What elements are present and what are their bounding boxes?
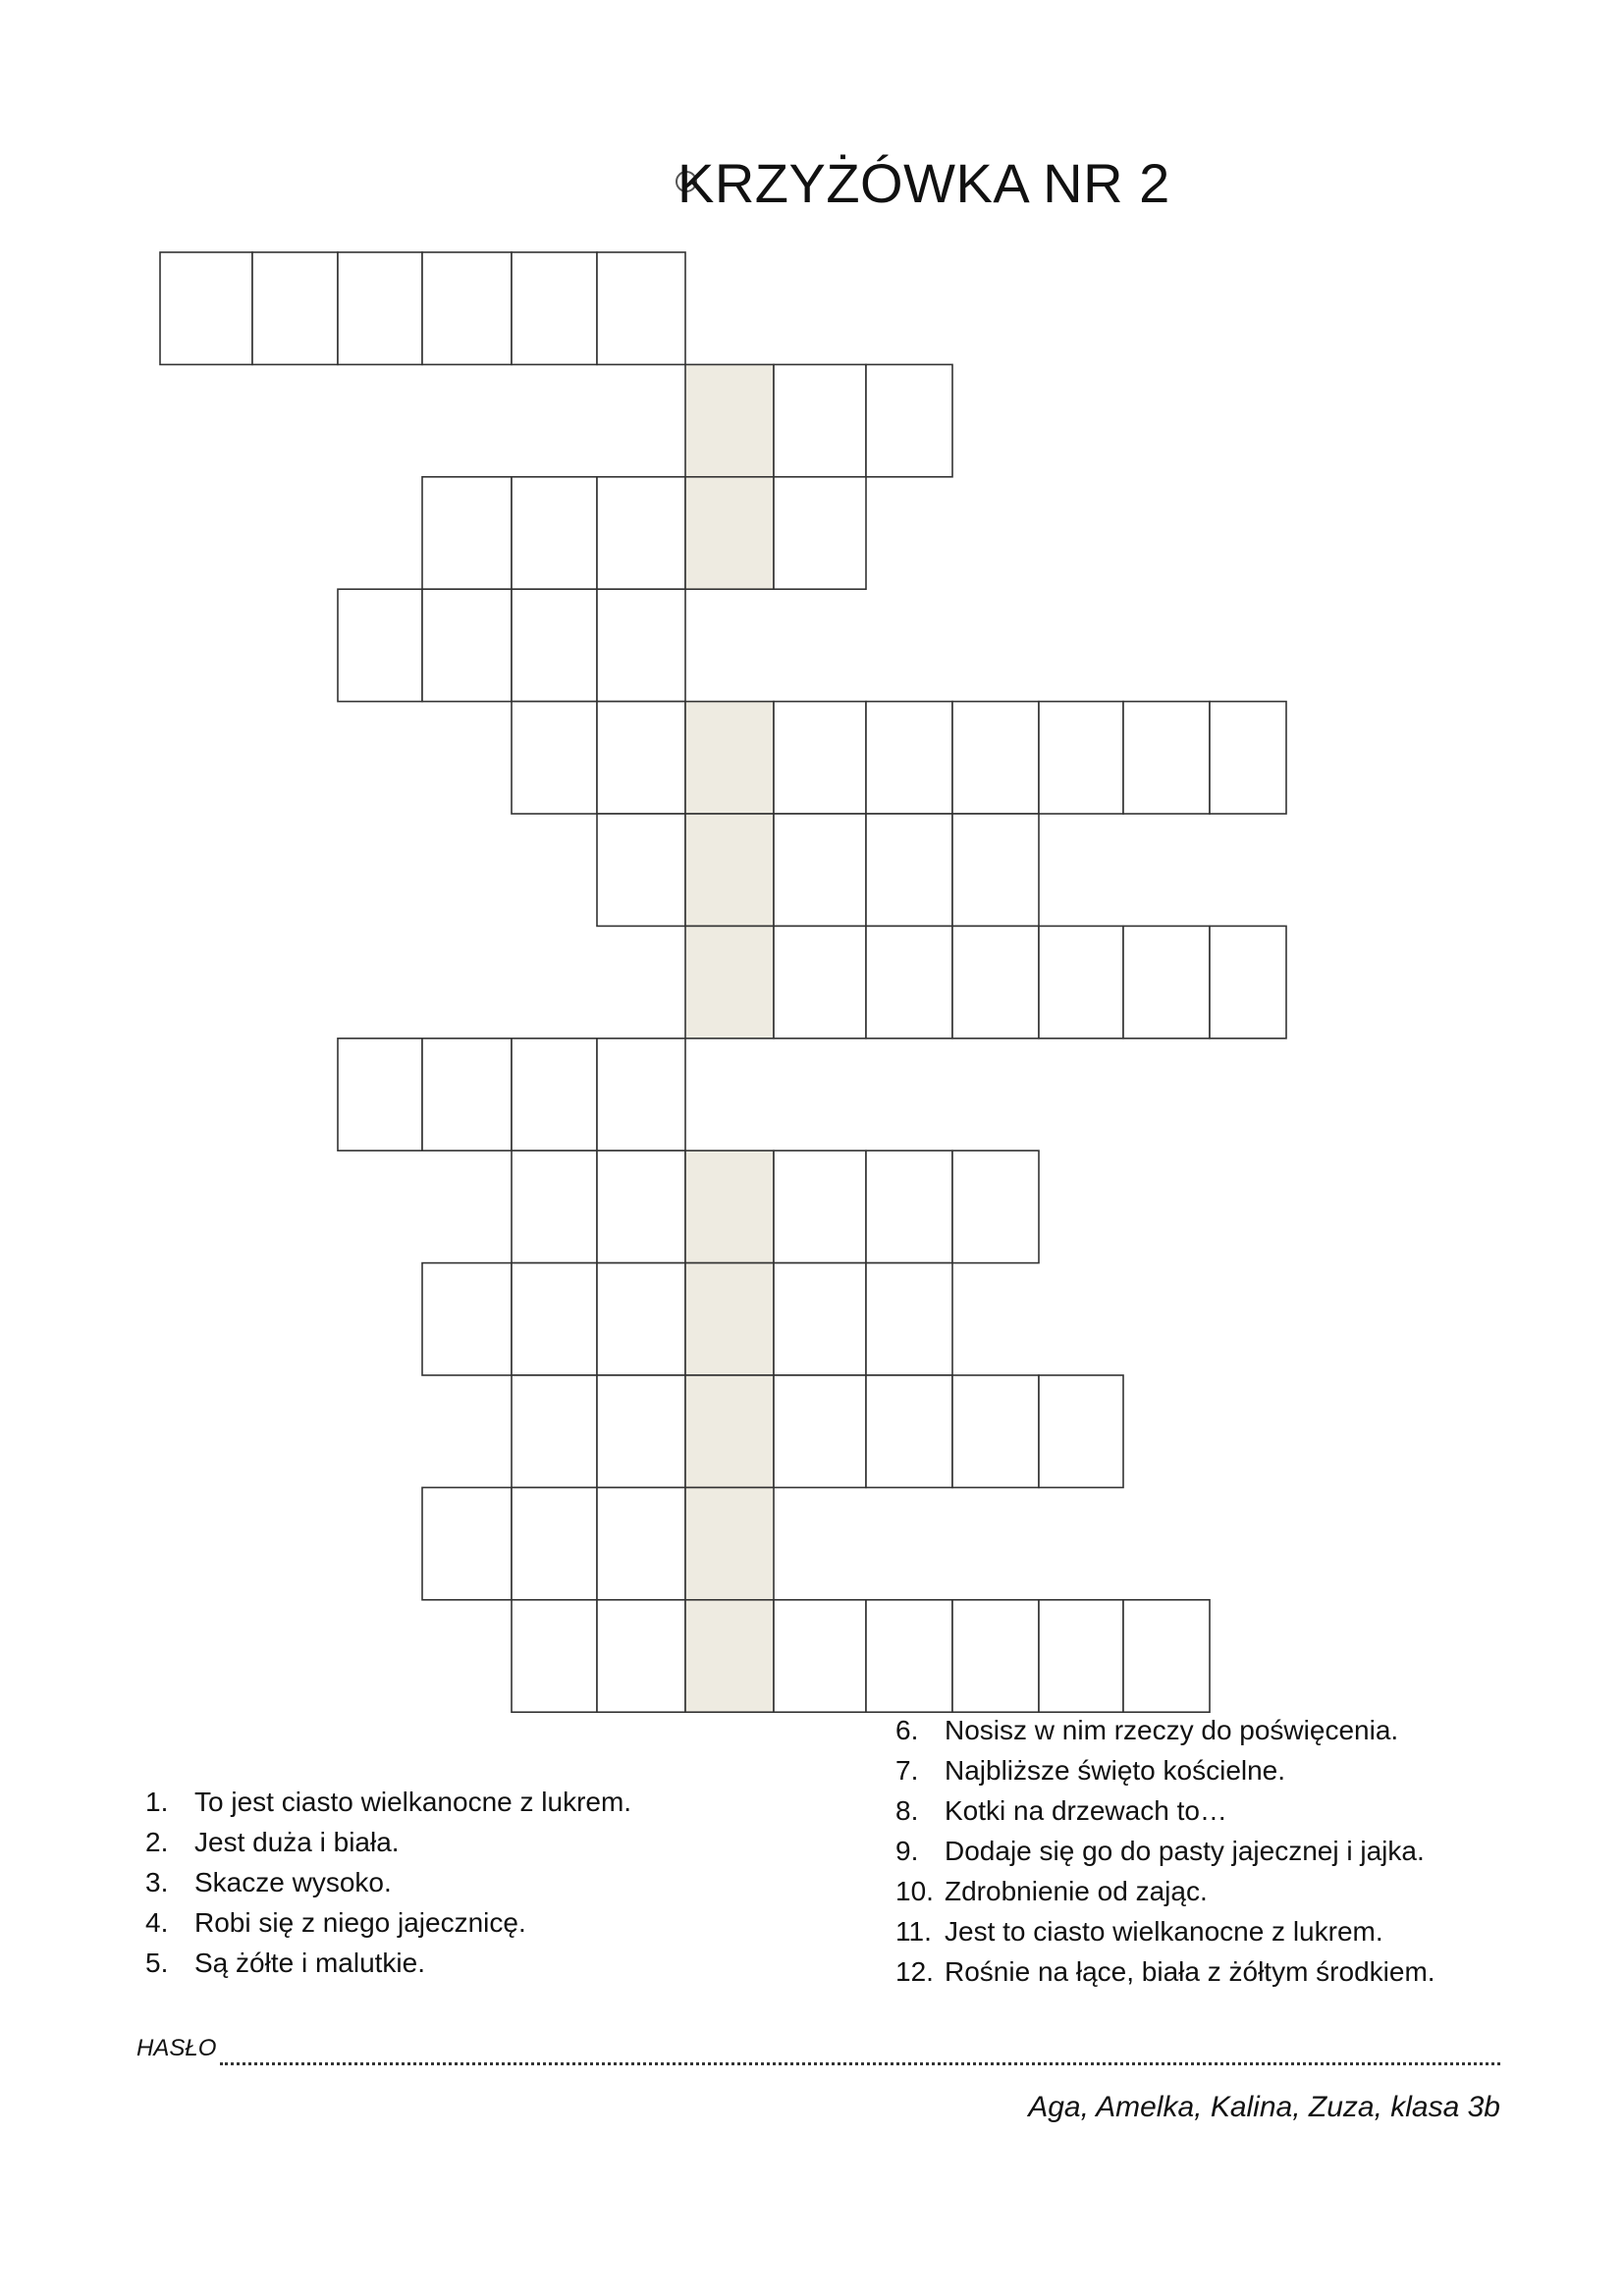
crossword-cell[interactable] [952,1375,1039,1487]
crossword-cell[interactable] [866,364,952,476]
crossword-cell[interactable] [422,1039,512,1150]
solution-cell[interactable] [685,1375,774,1487]
clue-text: Dodaje się go do pasty jajecznej i jajka. [945,1836,1425,1866]
crossword-cell[interactable] [774,1150,866,1262]
crossword-cell[interactable] [512,1375,597,1487]
crossword-cell[interactable] [597,1263,685,1375]
crossword-cell[interactable] [952,1600,1039,1712]
crossword-cell[interactable] [774,926,866,1038]
solution-cell[interactable] [685,1600,774,1712]
crossword-cell[interactable] [160,252,252,364]
authors-signature: Aga, Amelka, Kalina, Zuza, klasa 3b [1028,2091,1500,2123]
page-title: KRZYŻÓWKA NR 2 [677,152,1170,214]
clue-text: Są żółte i malutkie. [194,1948,425,1978]
crossword-cell[interactable] [1039,1375,1123,1487]
crossword-cell[interactable] [338,589,422,701]
crossword-cell[interactable] [866,1263,952,1375]
clue-number: 10. [895,1876,934,1906]
crossword-cell[interactable] [422,1263,512,1375]
crossword-cell[interactable] [774,702,866,814]
crossword-cell[interactable] [512,1263,597,1375]
crossword-cell[interactable] [597,814,685,926]
clue-text: Robi się z niego jajecznicę. [194,1907,526,1938]
clue-number: 2. [145,1827,169,1857]
crossword-cell[interactable] [1039,926,1123,1038]
clue-number: 4. [145,1907,169,1938]
crossword-cell[interactable] [866,926,952,1038]
crossword-cell[interactable] [512,252,597,364]
solution-cell[interactable] [685,926,774,1038]
answer-label: HASŁO [136,2035,217,2061]
solution-cell[interactable] [685,814,774,926]
crossword-cell[interactable] [1210,702,1286,814]
clue-number: 5. [145,1948,169,1978]
crossword-cell[interactable] [422,589,512,701]
crossword-cell[interactable] [252,252,338,364]
crossword-cell[interactable] [1123,1600,1210,1712]
solution-cell[interactable] [685,1263,774,1375]
clue-number: 8. [895,1795,919,1826]
crossword-cell[interactable] [1123,702,1210,814]
clue-text: To jest ciasto wielkanocne z lukrem. [194,1787,632,1817]
clue-text: Zdrobnienie od zając. [945,1876,1208,1906]
crossword-cell[interactable] [774,814,866,926]
crossword-cell[interactable] [512,1039,597,1150]
clue-text: Najbliższe święto kościelne. [945,1755,1286,1786]
clue-number: 6. [895,1715,919,1745]
crossword-cell[interactable] [774,364,866,476]
clue-number: 11. [895,1916,932,1947]
crossword-cell[interactable] [774,1375,866,1487]
crossword-cell[interactable] [866,1150,952,1262]
crossword-cell[interactable] [597,1039,685,1150]
crossword-cell[interactable] [597,1487,685,1599]
crossword-cell[interactable] [512,589,597,701]
crossword-cell[interactable] [338,1039,422,1150]
clue-number: 12. [895,1956,934,1987]
clue-text: Rośnie na łące, biała z żółtym środkiem. [945,1956,1435,1987]
crossword-cell[interactable] [422,1487,512,1599]
solution-cell[interactable] [685,364,774,476]
clue-text: Jest duża i biała. [194,1827,400,1857]
crossword-cell[interactable] [512,702,597,814]
clue-number: 7. [895,1755,919,1786]
crossword-cell[interactable] [512,1600,597,1712]
crossword-cell[interactable] [774,477,866,589]
crossword-cell[interactable] [512,1487,597,1599]
crossword-cell[interactable] [422,477,512,589]
clue-text: Skacze wysoko. [194,1867,392,1897]
crossword-cell[interactable] [952,814,1039,926]
clue-number: 1. [145,1787,169,1817]
clue-number: 9. [895,1836,919,1866]
clue-text: Jest to ciasto wielkanocne z lukrem. [945,1916,1383,1947]
crossword-cell[interactable] [866,814,952,926]
crossword-cell[interactable] [866,1375,952,1487]
clue-number: 3. [145,1867,169,1897]
crossword-cell[interactable] [512,1150,597,1262]
solution-cell[interactable] [685,1150,774,1262]
crossword-cell[interactable] [597,702,685,814]
clue-text: Kotki na drzewach to… [945,1795,1227,1826]
crossword-cell[interactable] [774,1600,866,1712]
solution-cell[interactable] [685,1487,774,1599]
crossword-cell[interactable] [512,477,597,589]
crossword-cell[interactable] [866,702,952,814]
crossword-cell[interactable] [952,702,1039,814]
crossword-cell[interactable] [597,1600,685,1712]
crossword-cell[interactable] [1123,926,1210,1038]
crossword-cell[interactable] [338,252,422,364]
crossword-cell[interactable] [1039,1600,1123,1712]
crossword-cell[interactable] [422,252,512,364]
crossword-cell[interactable] [952,926,1039,1038]
answer-line[interactable] [220,2036,1500,2065]
crossword-cell[interactable] [597,1150,685,1262]
solution-cell[interactable] [685,702,774,814]
solution-cell[interactable] [685,477,774,589]
crossword-cell[interactable] [597,252,685,364]
crossword-cell[interactable] [774,1263,866,1375]
crossword-cell[interactable] [1039,702,1123,814]
crossword-cell[interactable] [866,1600,952,1712]
clue-text: Nosisz w nim rzeczy do poświęcenia. [945,1715,1399,1745]
crossword-cell[interactable] [597,1375,685,1487]
crossword-cell[interactable] [597,477,685,589]
crossword-cell[interactable] [1210,926,1286,1038]
crossword-cell[interactable] [952,1150,1039,1262]
crossword-cell[interactable] [597,589,685,701]
